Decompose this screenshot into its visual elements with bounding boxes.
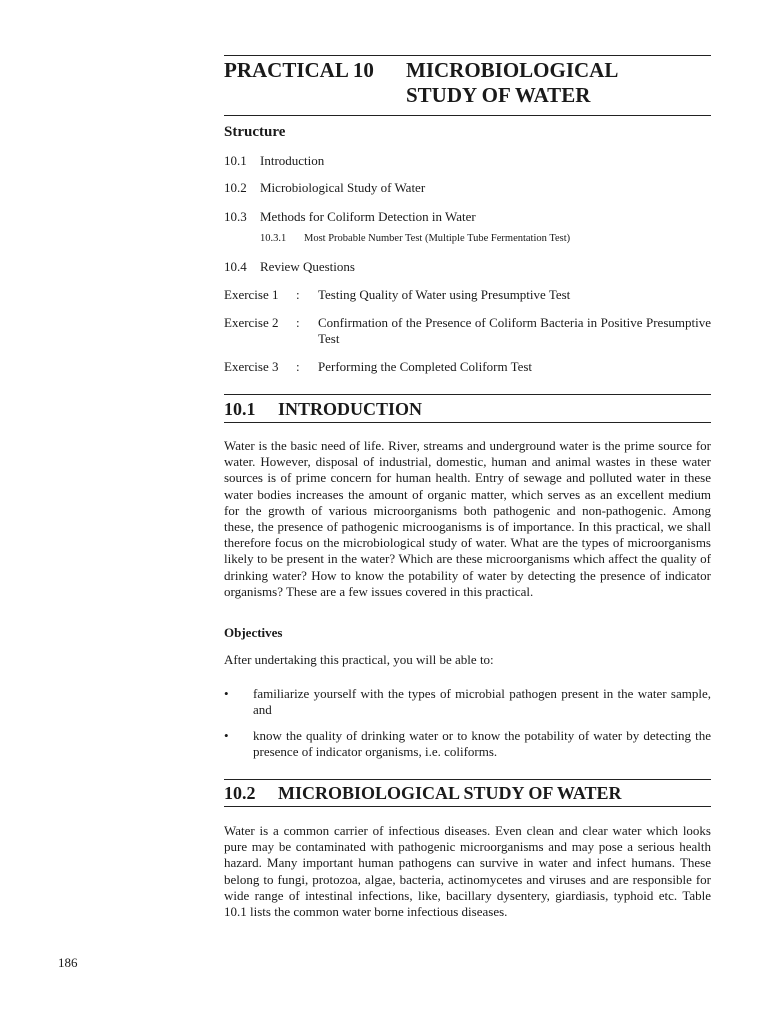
- practical-number: PRACTICAL 10: [224, 58, 374, 82]
- section-2-bottom-rule: [224, 806, 711, 807]
- objective-list-item: • familiarize yourself with the types of microbial pathogen present in the water sample, and: [224, 686, 711, 717]
- bullet-icon: •: [224, 728, 229, 743]
- section-1-bottom-rule: [224, 422, 711, 423]
- toc-item: 10.1 Introduction: [224, 153, 325, 168]
- objectives-heading: Objectives: [224, 625, 283, 640]
- toc-item: 10.4 Review Questions: [224, 259, 355, 274]
- bullet-icon: •: [224, 686, 229, 701]
- objective-list-item: • know the quality of drinking water or to know the potability of water by detecting the presence of indicator organisms, i.e. coliforms.: [224, 728, 711, 759]
- page-title: [224, 58, 711, 108]
- intro-paragraph: Water is the basic need of life. River, streams and underground water is the prime source for water. However, disposal of industrial, domestic, human and animal wastes in these water sources is of prime concern for human health. Entry of sewage and polluted water in these water bodies increases the amount of organic matter, which serves as an excellent medium for the growth of various microorganisms both pathogenic and non-pathogenic. Among these, the presence of pathogenic microoganisms is of importance. In this practical, we shall therefore focus on the microbiological study of water. What are the types of microorganisms likely to be present in the water? Which are these microorganisms which affect the quality of drinking water? How to know the potability of water by detecting the presence of indicator organisms? These are a few issues covered in this practical.: [224, 438, 711, 599]
- toc-item: 10.3 Methods for Coliform Detection in Water: [224, 209, 476, 224]
- title-bottom-rule: [224, 115, 711, 116]
- title-line-2: STUDY OF WATER: [406, 83, 591, 107]
- toc-item: 10.2 Microbiological Study of Water: [224, 180, 426, 195]
- exercise-item: Exercise 3 : Performing the Completed Coliform Test: [224, 359, 533, 374]
- exercise-item: Exercise 2 : Confirmation of the Presence of Coliform Bacteria in Positive Presumptive Test: [224, 315, 711, 346]
- toc-subitem: 10.3.1 Most Probable Number Test (Multiple Tube Fermentation Test): [260, 233, 571, 244]
- section-2-paragraph: Water is a common carrier of infectious diseases. Even clean and clear water which looks pure may be contaminated with pathogenic microorganisms and may pose a serious health hazard. Many important human pathogens can survive in water and infect humans. These belong to fungi, protozoa, algae, bacteria, actinomycetes and viruses and are responsible for wide range of intestinal infections, like, bacillary dysentery, giardiasis, typhoid etc. Table 10.1 lists the common water borne infectious diseases.: [224, 823, 711, 920]
- section-2-top-rule: [224, 779, 711, 780]
- title-top-rule: [224, 55, 711, 56]
- structure-heading: Structure: [224, 124, 286, 140]
- section-1-top-rule: [224, 394, 711, 395]
- title-line-1: MICROBIOLOGICAL: [406, 58, 619, 82]
- section-1-heading: 10.1 INTRODUCTION: [224, 399, 423, 419]
- exercise-item: Exercise 1 : Testing Quality of Water using Presumptive Test: [224, 287, 571, 302]
- section-2-heading: 10.2 MICROBIOLOGICAL STUDY OF WATER: [224, 783, 622, 803]
- objectives-intro: After undertaking this practical, you will be able to:: [224, 652, 494, 667]
- page-number: 186: [58, 955, 78, 970]
